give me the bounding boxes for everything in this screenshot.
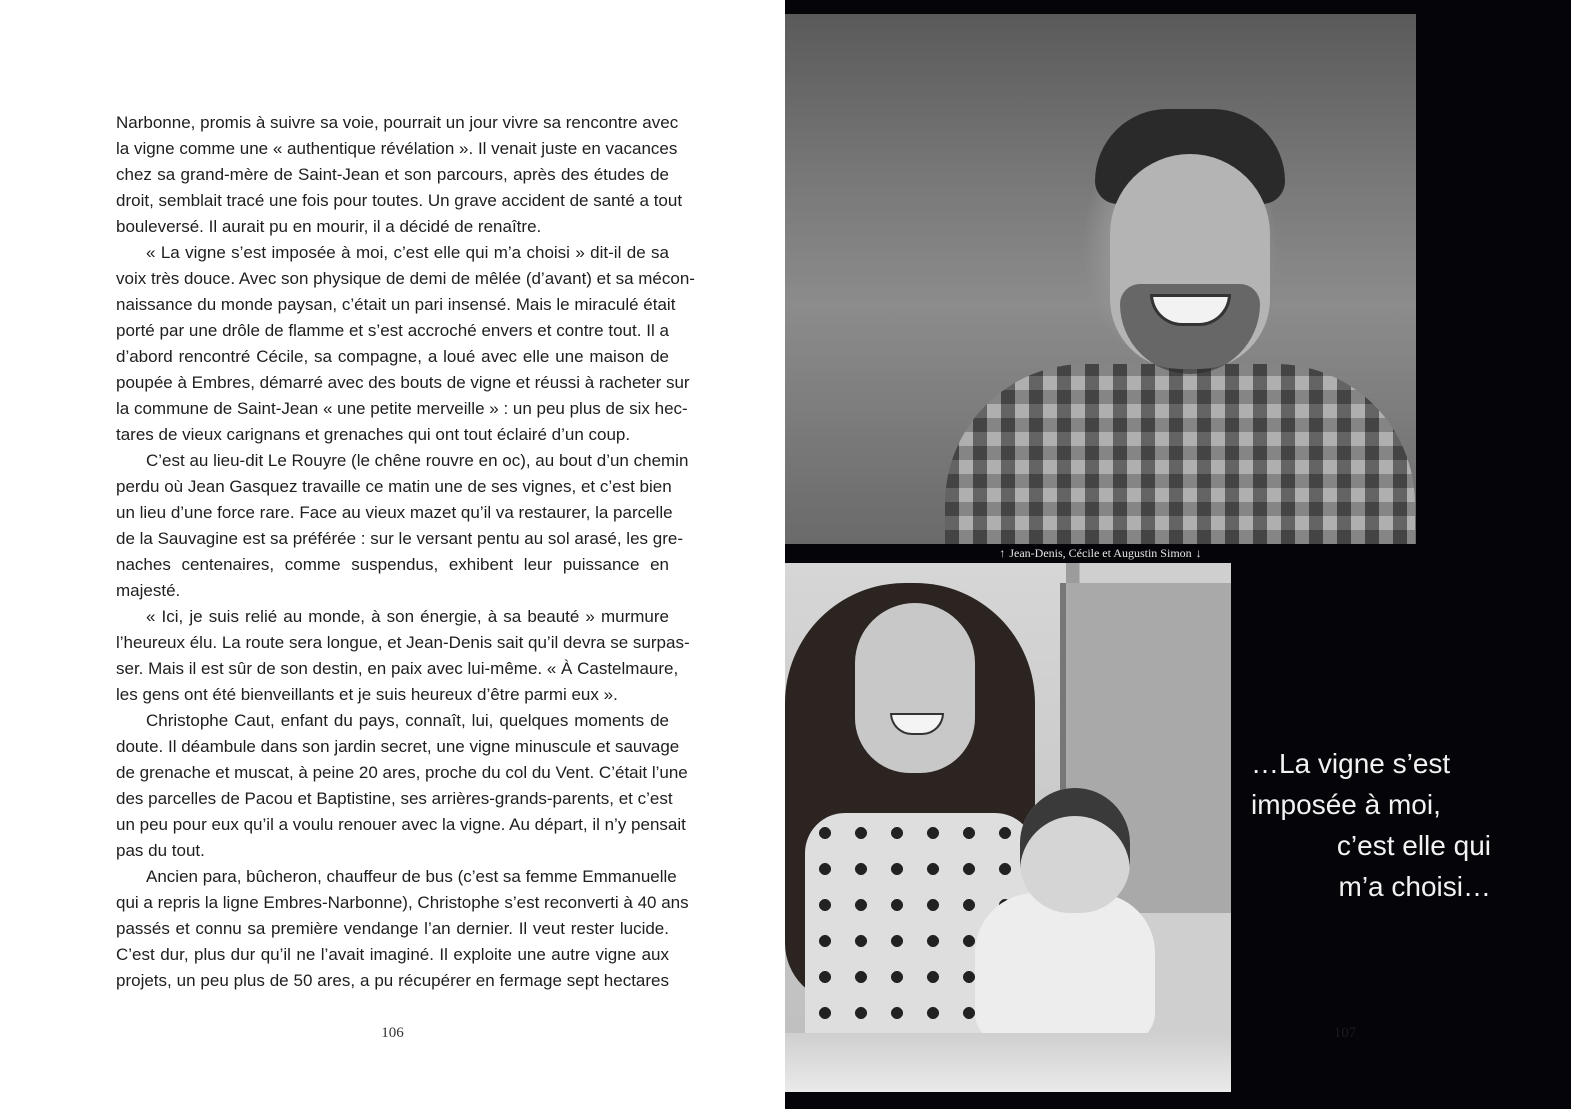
text-line: l’heureux élu. La route sera longue, et Jean-Denis sait qu’il devra se surpas-	[116, 633, 690, 652]
text-line: ser. Mais il est sûr de son destin, en paix avec lui-même. « À Castelmaure,	[116, 659, 679, 678]
text-line: la commune de Saint-Jean « une petite merveille » : un peu plus de six hec-	[116, 399, 688, 418]
arrow-down-icon: ↓	[1195, 546, 1202, 560]
text-line: chez sa grand-mère de Saint-Jean et son parcours, après des études de	[116, 165, 669, 184]
text-line: de la Sauvagine est sa préférée : sur le versant pentu au sol arasé, les gre-	[116, 529, 683, 548]
text-line: doute. Il déambule dans son jardin secret, une vigne minuscule et sauvage	[116, 737, 680, 756]
text-line: naissance du monde paysan, c’était un pari insensé. Mais le miraculé était	[116, 295, 676, 314]
text-line: Ancien para, bûcheron, chauffeur de bus (c’est sa femme Emmanuelle	[146, 867, 677, 886]
pull-quote	[1251, 743, 1491, 907]
text-line: la vigne comme une « authentique révélation ». Il venait juste en vacances	[116, 139, 678, 158]
baby-body	[975, 893, 1155, 1043]
text-line: un peu pour eux qu’il a voulu renouer avec la vigne. Au départ, il n’y pensait	[116, 815, 686, 834]
text-line: naches centenaires, comme suspendus, exhibent leur puissance en	[116, 555, 669, 574]
text-line: projets, un peu plus de 50 ares, a pu récupérer en fermage sept hectares	[116, 971, 669, 990]
quote-line-4: m’a choisi…	[1338, 871, 1491, 902]
portrait-photo-jean-denis	[785, 14, 1416, 544]
right-page	[785, 0, 1571, 1109]
text-line: Narbonne, promis à suivre sa voie, pourrait un jour vivre sa rencontre avec	[116, 113, 679, 132]
text-line: bouleversé. Il aurait pu en mourir, il a décidé de renaître.	[116, 217, 542, 236]
text-line: « La vigne s’est imposée à moi, c’est elle qui m’a choisi » dit-il de sa	[146, 243, 669, 262]
text-line: perdu où Jean Gasquez travaille ce matin une de ses vignes, et c’est bien	[116, 477, 672, 496]
text-line: C’est dur, plus dur qu’il ne l’avait imaginé. Il exploite une autre vigne aux	[116, 945, 669, 964]
quote-line-3: c’est elle qui	[1336, 830, 1491, 861]
text-line: des parcelles de Pacou et Baptistine, ses arrières-grands-parents, et c’est	[116, 789, 673, 808]
table-edge	[785, 1033, 1231, 1092]
photo-caption	[785, 545, 1416, 561]
text-line: tares de vieux carignans et grenaches qui ont tout éclairé d’un coup.	[116, 425, 631, 444]
text-line: pas du tout.	[116, 841, 205, 860]
text-line: « Ici, je suis relié au monde, à son énergie, à sa beauté » murmure	[146, 607, 669, 626]
body-text	[116, 110, 695, 994]
text-line: passés et connu sa première vendange l’an dernier. Il veut rester lucide.	[116, 919, 669, 938]
portrait-photo-cecile-augustin	[785, 563, 1231, 1092]
text-line: Christophe Caut, enfant du pays, connaît, lui, quelques moments de	[146, 711, 669, 730]
quote-line-1: …La vigne s’est	[1251, 748, 1451, 779]
text-line: voix très douce. Avec son physique de demi de mêlée (d’avant) et sa mécon-	[116, 269, 695, 288]
text-line: les gens ont été bienveillants et je suis heureux d’être parmi eux ».	[116, 685, 618, 704]
baby-head	[1020, 788, 1130, 913]
text-line: C’est au lieu-dit Le Rouyre (le chêne rouvre en oc), au bout d’un chemin	[146, 451, 689, 470]
page-number-right: 107	[1333, 1025, 1357, 1041]
text-line: d’abord rencontré Cécile, sa compagne, a loué avec elle une maison de	[116, 347, 669, 366]
left-page	[0, 0, 785, 1109]
text-line: un lieu d’une force rare. Face au vieux mazet qu’il va restaurer, la parcelle	[116, 503, 673, 522]
caption-text: Jean-Denis, Cécile et Augustin Simon	[1009, 546, 1192, 560]
text-line: droit, semblait tracé une fois pour toutes. Un grave accident de santé a tout	[116, 191, 683, 210]
text-line: de grenache et muscat, à peine 20 ares, proche du col du Vent. C’était l’une	[116, 763, 688, 782]
plaid-shirt	[945, 364, 1415, 544]
arrow-up-icon: ↑	[999, 546, 1006, 560]
woman-face	[855, 603, 975, 773]
text-line: porté par une drôle de flamme et s’est accroché envers et contre tout. Il a	[116, 321, 669, 340]
text-line: qui a repris la ligne Embres-Narbonne), Christophe s’est reconverti à 40 ans	[116, 893, 689, 912]
text-line: poupée à Embres, démarré avec des bouts de vigne et réussi à racheter sur	[116, 373, 690, 392]
quote-line-2: imposée à moi,	[1251, 789, 1441, 820]
text-line: majesté.	[116, 581, 181, 600]
page-number-left: 106	[381, 1025, 404, 1041]
